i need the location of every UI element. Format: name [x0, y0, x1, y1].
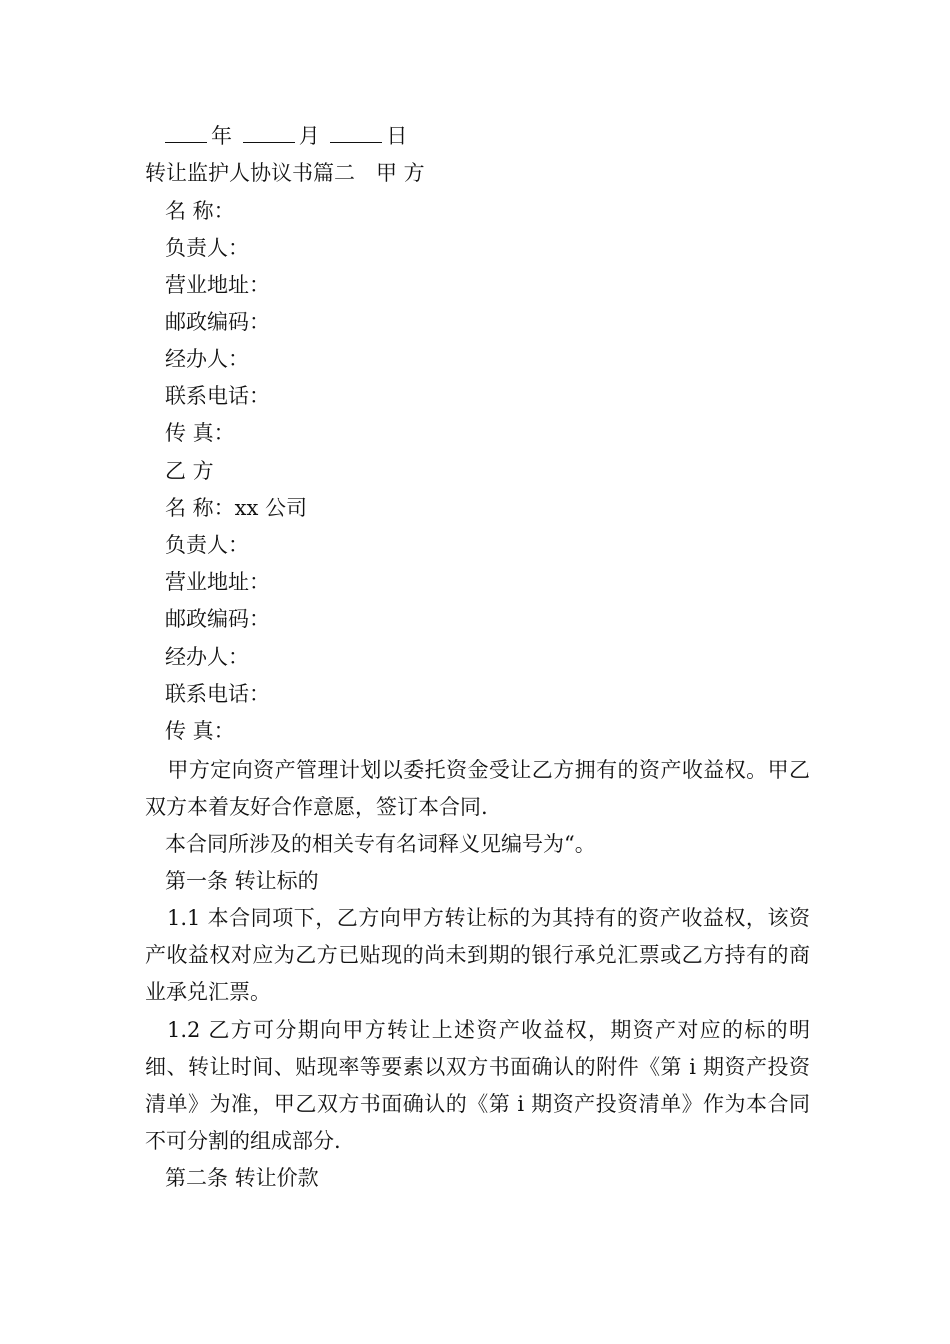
party-b-phone-label: 联系电话： [165, 682, 270, 706]
terms-note: 本合同所涉及的相关专有名词释义见编号为“。 [165, 832, 596, 856]
party-a-responsible-label: 负责人： [165, 236, 249, 260]
party-b-postcode-label: 邮政编码： [165, 607, 270, 631]
clause-1-1-text: 1.1 本合同项下，乙方向甲方转让标的为其持有的资产收益权，该资产收益权对应为乙方已贴现的尚未到期的银行承兑汇票或乙方持有的商业承兑汇票。 [145, 906, 810, 1004]
party-b-address-label: 营业地址： [165, 570, 270, 594]
month-label: 月 [298, 124, 320, 148]
party-b-name-label: 名 称：xx 公司 [165, 496, 308, 520]
intro-text: 甲方定向资产管理计划以委托资金受让乙方拥有的资产收益权。甲乙双方本着友好合作意愿，签订本合同. [145, 758, 810, 819]
party-a-name-label: 名 称： [165, 199, 235, 223]
article-1-title: 第一条 转让标的 [165, 869, 319, 893]
party-a-postcode-label: 邮政编码： [165, 310, 270, 334]
clause-1-2-text: 1.2 乙方可分期向甲方转让上述资产收益权，期资产对应的标的明细、转让时间、贴现率等要素以双方书面确认的附件《第 i 期资产投资清单》为准，甲乙双方书面确认的《第 i 期资产投资清单》作为本合同不可分割的组成部分. [145, 1018, 810, 1153]
party-b-handler-label: 经办人： [165, 645, 249, 669]
document-heading: 转让监护人协议书篇二 甲 方 [145, 161, 425, 185]
date-line [165, 120, 407, 151]
party-a-address-label: 营业地址： [165, 273, 270, 297]
day-label: 日 [386, 124, 408, 148]
clause-1-2 [145, 1012, 810, 1160]
party-b-fax-label: 传 真： [165, 719, 235, 743]
year-label: 年 [211, 124, 232, 148]
clause-1-1 [145, 900, 810, 1011]
article-2-title: 第二条 转让价款 [165, 1166, 319, 1190]
day-blank [330, 120, 382, 143]
year-blank [165, 120, 207, 143]
party-b-responsible-label: 负责人： [165, 533, 249, 557]
party-a-phone-label: 联系电话： [165, 384, 270, 408]
month-blank [243, 120, 295, 143]
party-b-title: 乙 方 [165, 459, 214, 483]
party-a-handler-label: 经办人： [165, 347, 249, 371]
intro-paragraph [145, 752, 810, 826]
party-a-fax-label: 传 真： [165, 421, 235, 445]
